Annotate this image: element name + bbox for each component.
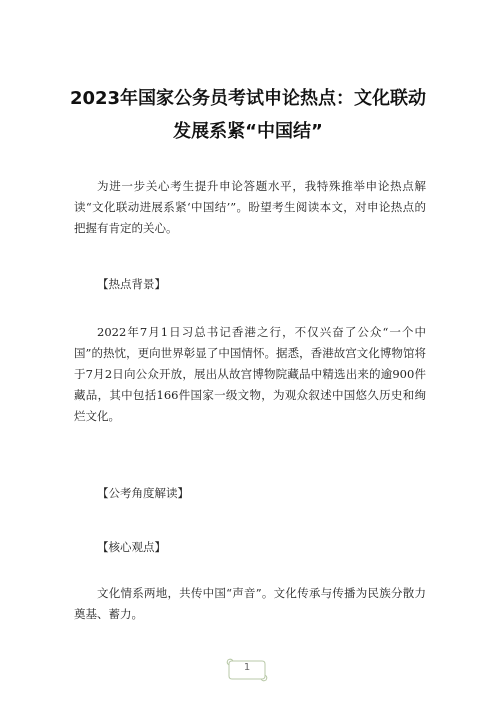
background-paragraph: 2022年7月1日习总书记香港之行，不仅兴奋了公众“一个中国”的热忱，更向世界彰显了中国情怀。据悉，香港故宫文化博物馆将于7月2日向公众开放，展出从故宫博物院藏品中精选出来的逾900件藏品，其中包括166件国家一级文物，为观众叙述中国悠久历史和绚烂文化。 xyxy=(74,325,426,423)
section-heading-analysis: 【公考角度解读】 xyxy=(97,486,189,500)
section-heading-background: 【热点背景】 xyxy=(97,277,166,291)
core-paragraph: 文化情系两地，共传中国“声音”。文化传承与传播为民族分散力奠基、蓄力。 xyxy=(74,586,426,621)
page-number: 1 xyxy=(243,662,251,673)
section-heading-core: 【核心观点】 xyxy=(97,540,166,554)
page-number-frame xyxy=(226,658,268,682)
document-title: 2023年国家公务员考试申论热点：文化联动发展系紧“中国结” xyxy=(69,88,427,142)
intro-paragraph: 为进一步关心考生提升申论答题水平，我特殊推举申论热点解读“文化联动进展系紧‘中国结’”。盼望考生阅读本文，对申论热点的把握有肯定的关心。 xyxy=(74,179,426,235)
